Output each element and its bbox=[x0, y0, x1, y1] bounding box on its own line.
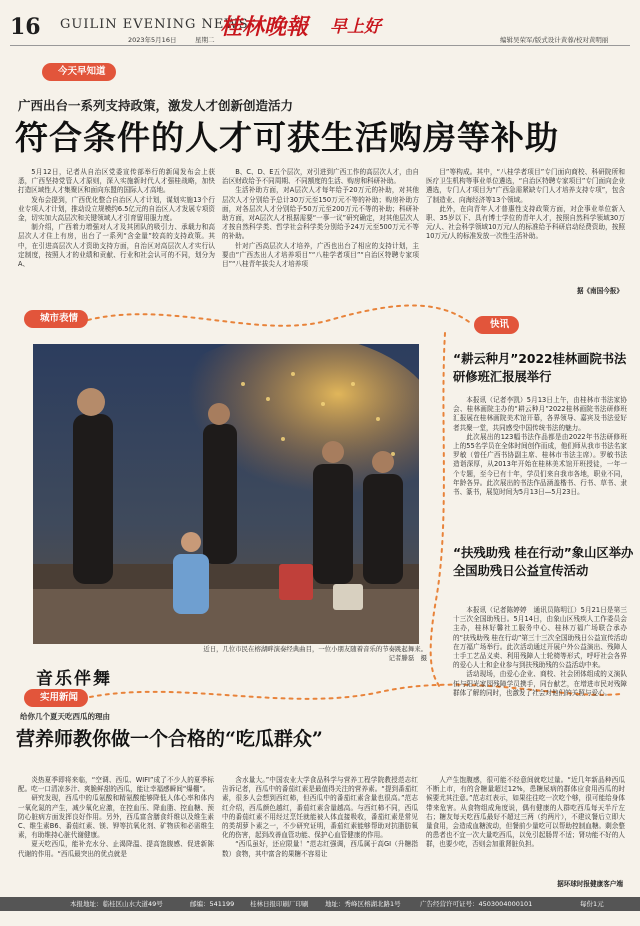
paragraph: 人产生饱腹感，很可能不经意间就吃过量。“近几年新品种西瓜不断上市，有的含糖量超过12%，患糖尿病的群体应食用西瓜的时候要尤其注意。”范志红表示，如果往往吃一次吃个够，很可能给身体带来危害。从食物组成角度说，偶有健康的人群吃西瓜每天半斤左右；糖友每天吃西瓜最好不超过三两（约两片），不建议餐后立即大量食用，会造成血糖波动，但餐前少量吃可以帮助控制血糖。剩余整的患者也不宜一次大量吃西瓜，以免引起肠胃不适；肾功能不好的人群，也要少吃，否则会加重肾脏负担。 bbox=[426, 776, 625, 849]
paragraph: 针对广西高层次人才培养，广西也出台了相应的支持计划，主要由“广西杰出人才培养项目”“八桂学者项目”“自治区特聘专家项目”“八桂青年拔尖人才培养项 bbox=[222, 241, 419, 269]
practical-column-1 bbox=[18, 776, 214, 859]
lead-column-1 bbox=[18, 168, 215, 269]
paragraph: 夏天吃西瓜，能补充水分、止渴降温、提高饱腹感、促进新陈代谢的作用。“西瓜最突出的优点就是 bbox=[18, 840, 214, 858]
news2-headline: “扶残助残 桂在行动”象山区举办全国助残日公益宣传活动 bbox=[453, 546, 634, 578]
paragraph: 此次展出的123幅书法作品都是由2022年书法研修班上的55名学员在全体时间创作而成，他们师从我市书法名家罗敏（曾任广西书协副主席、桂林市书法主席）。罗敏书法造诣深厚，从2013年开始在桂林美术馆开班授徒，一年一个专题，至今已有十年，学员们来自我市各地，职业不同，年龄各异。此次展出的书法作品涵盖楷书、行书、草书、隶书、篆书，展览时间为5月13日—5月23日。 bbox=[453, 432, 627, 497]
paragraph: 研究发现，西瓜中的瓜氨酸和精氨酸能够降低人体心率和体内一氧化氮的产生，减少氧化应激，在控血压、降血脂、控血糖、预防心脏病方面发挥良好作用。另外，西瓜富含膳食纤维以及维生素C、维生素B6、番茄红素、镁、钾等抗氧化剂、矿物质和必需维生素，有助维持心脏代谢健康。 bbox=[18, 794, 214, 840]
paragraph: 发布会提到，广西优化整合自治区人才计划，谋划实施13个行业专项人才计划，推动设立规模约6.5亿元的自治区人才发展专项资金，切实加大高层次和关键领域人才引育留用服力度。 bbox=[18, 195, 215, 223]
paragraph: 生活补助方面，对A层次人才每年给予20万元的补助，对其他层次人才分别给予总计30万元至150万元不等的补助；购房补助方面，对各层次人才分别给予50万元至200万元不等的补助；科研补助方面，对A层次人才根据需要“一事一议”研究确定，对其他层次人才按自然科学类、哲学社会科学类分别给予24万元至500万元不等的补助。 bbox=[222, 186, 419, 241]
page-number: 16 bbox=[10, 14, 41, 40]
footer-price: 每份1元 bbox=[580, 900, 604, 908]
photo-caption bbox=[152, 645, 427, 663]
paragraph: 此外，在向青年人才普惠性支持政策方面，对企事业单位新入职、35岁以下、具有博士学位的青年人才，按照自然科学领域30万元/人、社会科学领域10万元/人的标准给予科研启动经费资助，按照10万元/人的标准发放一次性生活补助。 bbox=[426, 204, 625, 241]
lead-column-3 bbox=[426, 168, 625, 242]
paragraph: 目”等构成。其中，“八桂学者项目”专门面向商校、科研院所和医疗卫生机构等事业单位遴选，“自治区特聘专家项目”专门面向企业遴选，专门人才项目为“广西急需紧缺专门人才培养支持专项”，包含了制造业、向海经济等13个领域。 bbox=[426, 168, 625, 204]
practical-kicker: 给你几个夏天吃西瓜的理由 bbox=[20, 712, 110, 721]
footer-printer-address: 地址：秀峰区榕湖北路1号 bbox=[325, 900, 401, 908]
footer-printer: 桂林日报印刷厂印刷 bbox=[250, 900, 309, 908]
column-name: 早上好 bbox=[330, 17, 381, 37]
practical-column-2 bbox=[222, 776, 418, 859]
paragraph: B、C、D、E五个层次，对引进到广西工作的高层次人才，由自治区财政给予不同周期、不同额度的生活、购房和科研补助。 bbox=[222, 168, 419, 186]
editor-credits: 编辑吴荣军/版式设计黄蓉/校对黄明丽 bbox=[500, 36, 609, 44]
lead-headline: 符合条件的人才可获生活购房等补助 bbox=[15, 118, 559, 157]
musicians-dancing-photo bbox=[33, 344, 419, 644]
caption-text: 近日，几位市民在榕湖畔演奏经典曲目，一位小朋友随着音乐的节奏跳起舞来。 bbox=[203, 645, 427, 653]
section-tag-flash: 快讯 bbox=[474, 316, 519, 334]
paper-logo: 桂林晚報 bbox=[220, 14, 309, 40]
paragraph: 5月12日，记者从自治区党委宣传部举行的新闻发布会上获悉，广西坚持党管人才原则，深入实施新时代人才强桂战略，加快打造区域性人才集聚区和面向东盟的国际人才高地。 bbox=[18, 168, 215, 195]
paragraph: 炎热夏季即将来临，“空调、西瓜、WIFI”成了不少人的夏季标配。吃一口清凉多汁、爽脆鲜甜的西瓜，能让幸福感瞬间“爆棚”。 bbox=[18, 776, 214, 794]
paragraph: 本报讯（记者陈婷婷 通讯员陈明江）5月21日是第三十三次全国助残日。5月14日，由象山区残疾人工作委员会主办，桂林好馨社工服务中心、桂林万福广场联合承办的“扶残助残 桂在行动”第三十三次全国助残日公益宣传活动在万福广场举行。此次活动通过开展户外公益演出、残障人士手工艺品义卖、利用残障人士轮椅等形式，呼吁社会各界的爱心人士和企业参与到扶残助残的公益活动中来。 bbox=[453, 606, 627, 670]
issue-weekday: 星期二 bbox=[195, 36, 215, 44]
practical-source: 据环球时报健康客户端 bbox=[557, 880, 623, 888]
lead-source: 据《南国今报》 bbox=[576, 287, 623, 295]
footer-address: 本报地址：临桂区山水大道49号 bbox=[70, 900, 163, 908]
paragraph: “西瓜虽好，还应限量！”范志红强调，西瓜属于高GI（升糖指数）食物，其中富含的果糖不容易让 bbox=[222, 840, 418, 858]
paper-name-en: GUILIN EVENING NEWS bbox=[60, 17, 249, 32]
lead-subhead: 广西出台一系列支持政策，激发人才创新创造活力 bbox=[18, 98, 294, 113]
paragraph: 含水量大。”中国农业大学食品科学与营养工程学院教授范志红告诉记者，西瓜中的番茄红素是最值得关注的营养素。“提到番茄红素，很多人会想到西红柿，但西瓜中的番茄红素含量也很高。”范志红介绍，西瓜颜色越红，番茄红素含量越高。与西红柿不同，西瓜中的番茄红素不用经过烹饪就能被人体直接吸收，番茄红素是常见的类胡萝卜素之一，不少研究证明，番茄红素能够帮助对抗脂肪氧化的伤害，起到改善血管功能、保护心血管健康的作用。 bbox=[222, 776, 418, 840]
footer-bar bbox=[0, 897, 640, 911]
news-photo bbox=[33, 344, 419, 644]
news1-body bbox=[453, 396, 627, 497]
paragraph: 活动现场，由爱心企业、商校、社会团体组成的义演队伍与阳光家园残障学员携手，同台献艺，在增进市民对残障群体了解的同时，也激发了社会对他们的关照与爱心。 bbox=[453, 670, 627, 697]
photo-title: 音乐伴舞 bbox=[36, 669, 112, 689]
photo-credit: 记者滕磊 摄 bbox=[388, 654, 427, 662]
news1-headline: “耕云种月”2022桂林画院书法研修班汇报展举行 bbox=[453, 352, 627, 384]
issue-date: 2023年5月16日 bbox=[128, 36, 177, 44]
section-tag-today: 今天早知道 bbox=[42, 63, 116, 81]
section-tag-city: 城市表情 bbox=[24, 310, 88, 328]
practical-headline: 营养师教你做一个合格的“吃瓜群众” bbox=[16, 728, 323, 750]
news2-body bbox=[453, 606, 627, 698]
lead-column-2 bbox=[222, 168, 419, 269]
section-tag-practical: 实用新闻 bbox=[24, 689, 88, 707]
footer-postcode: 邮编：541199 bbox=[190, 900, 235, 908]
practical-column-3 bbox=[426, 776, 625, 850]
paragraph: 本报讯（记者李凯）5月13日上午，由桂林市书法家协会、桂林画院主办的“耕云种月”2022桂林画院书法研修班汇报展在桂林画院美术馆开幕，各界领导、嘉宾及书法爱好者共聚一堂，共同感受中国传统书法的魅力。 bbox=[453, 396, 627, 432]
paragraph: 制介绍，广西着力增强对人才及其团队的吸引力、承载力和高层次人才住上有房，出台了一系列“含金量”较高的支持政策。其中，在引进高层次人才资助支持方面，自治区对高层次人才实行认定制度，按照人才的业绩和贡献、行业和社会认可的不同，划分为A、 bbox=[18, 223, 215, 269]
footer-license: 广告经营许可证号：4503004000101 bbox=[420, 900, 533, 908]
